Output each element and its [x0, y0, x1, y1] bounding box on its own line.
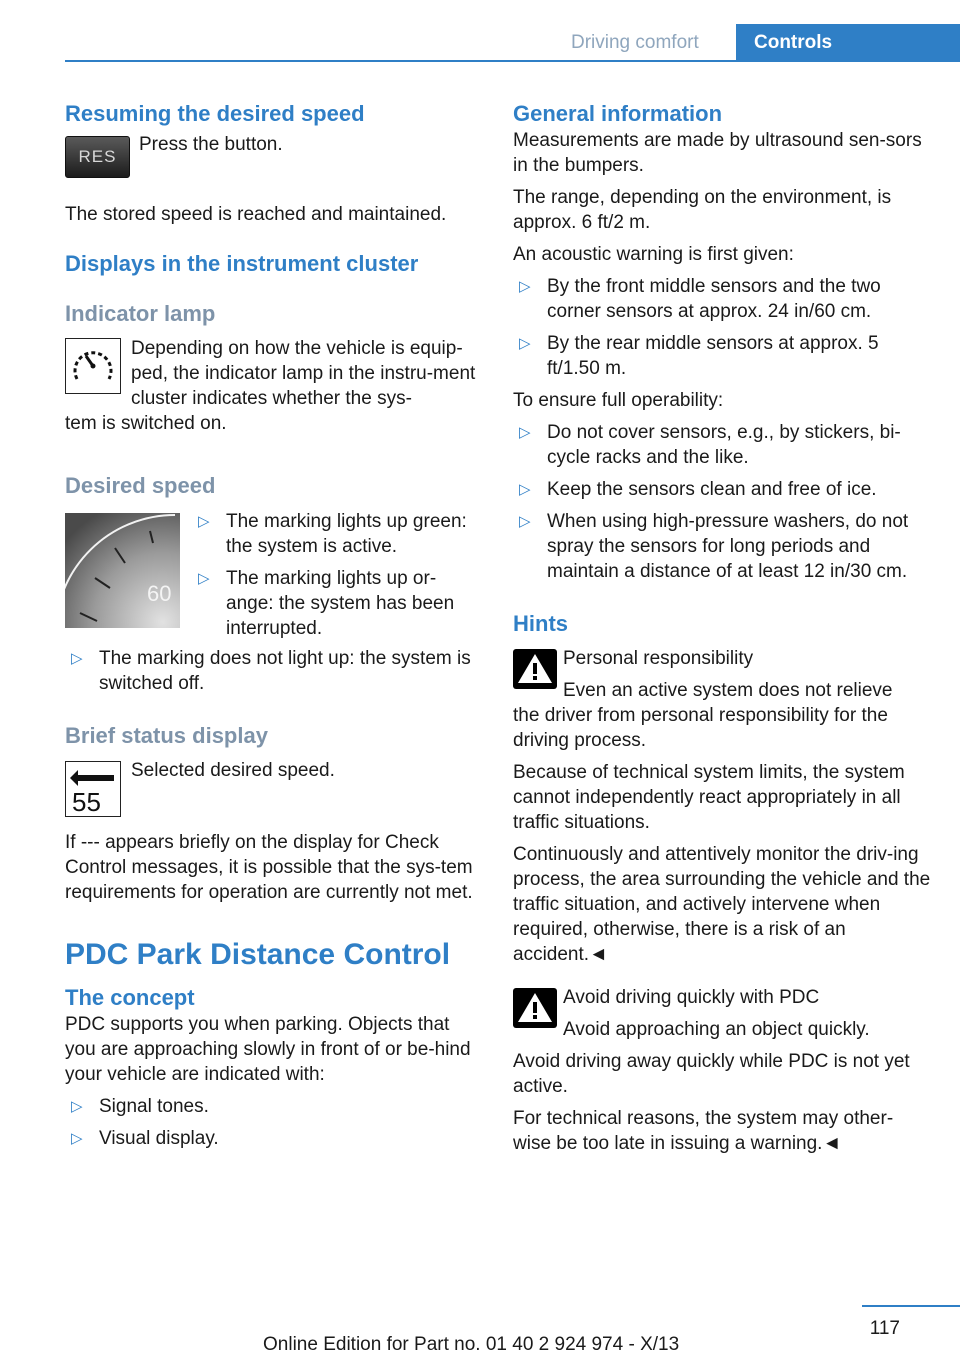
general-heading: General information — [513, 101, 723, 126]
list-item: ▷ Signal tones. — [71, 1096, 209, 1117]
header-tab-label: Controls — [754, 32, 833, 53]
warning-2-p2: Avoid driving away quickly while PDC is not yet active. — [513, 1051, 910, 1097]
desired-speed-heading: Desired speed — [65, 473, 216, 498]
desired-speed-list — [192, 509, 482, 648]
list-item: ▷ Do not cover sensors, e.g., by stickers, bi-cycle racks and the like. — [519, 422, 901, 468]
indicator-text: Depending on how the vehicle is equip-ped, the indicator lamp in the instru-ment cluster indicates whether the sys- — [131, 338, 476, 409]
displays-heading: Displays in the instrument cluster — [65, 251, 419, 276]
page-number: 117 — [869, 1318, 900, 1339]
resume-row — [65, 136, 480, 202]
concept-heading: The concept — [65, 985, 195, 1010]
speedometer-photo — [65, 513, 180, 628]
list-item: ▷ The marking does not light up: the system is switched off. — [71, 648, 471, 694]
warning-1-p3: Continuously and attentively monitor the driv-ing process, the area surrounding the vehicle and the traffic situation, and actively intervene when required, otherwise, there is a risk of an accident.◄ — [513, 844, 931, 965]
desired-speed-row — [65, 509, 480, 646]
resume-instruction: Press the button. — [139, 134, 283, 155]
brief-status-paragraph: If --- appears briefly on the display for Check Control messages, it is possible that the sys-tem requirements for operation are currently not met. — [65, 832, 473, 903]
warning-1-p2: Because of technical system limits, the system cannot independently react appropriately in all traffic situations. — [513, 762, 905, 833]
speed-status-icon — [65, 761, 121, 817]
right-column — [513, 100, 931, 1156]
warning-2-row — [513, 985, 931, 1042]
indicator-row — [65, 336, 480, 411]
edition-text: Online Edition for Part no. 01 40 2 924 974 - X/13 — [263, 1334, 680, 1355]
list-item: ▷ Keep the sensors clean and free of ice. — [519, 479, 877, 500]
general-p1: Measurements are made by ultrasound sen-sors in the bumpers. — [513, 130, 922, 176]
warning-2-title: Avoid driving quickly with PDC — [563, 987, 820, 1008]
header-tab — [736, 24, 960, 62]
brief-status-heading: Brief status display — [65, 723, 268, 748]
warning-triangle-icon — [513, 988, 557, 1028]
warning-1-text: Even an active system does not relieve — [563, 680, 893, 701]
list-item: ▷ By the rear middle sensors at approx. 5 ft/1.50 m. — [519, 333, 879, 379]
cruise-indicator-icon — [65, 338, 121, 394]
concept-text: PDC supports you when parking. Objects that you are approaching slowly in front of or be-hind your vehicle are indicated with: — [65, 1014, 471, 1085]
header-rule — [65, 60, 960, 62]
operability-list — [513, 420, 931, 584]
left-column — [65, 100, 480, 1158]
list-item: ▷ Visual display. — [71, 1128, 219, 1149]
warning-1-row — [513, 646, 931, 703]
brief-status-row — [65, 758, 480, 830]
warning-1-title: Personal responsibility — [563, 648, 754, 669]
header-section: Driving comfort — [571, 32, 699, 53]
warning-list — [513, 274, 931, 381]
resume-text: The stored speed is reached and maintained. — [65, 204, 447, 225]
indicator-heading: Indicator lamp — [65, 301, 216, 326]
general-p3: An acoustic warning is first given: — [513, 244, 794, 265]
list-item: ▷ When using high-pressure washers, do not spray the sensors for long periods and maintain a distance of at least 12 in/30 cm. — [519, 511, 909, 582]
warning-2-text: Avoid approaching an object quickly. — [563, 1019, 870, 1040]
concept-list — [65, 1094, 480, 1151]
indicator-text-rest: tem is switched on. — [65, 413, 227, 434]
hints-heading: Hints — [513, 611, 568, 636]
general-p4: To ensure full operability: — [513, 390, 724, 411]
warning-triangle-icon — [513, 649, 557, 689]
list-item: ▷ The marking lights up or-ange: the system has been interrupted. — [198, 568, 455, 639]
list-item: ▷ The marking lights up green: the system is active. — [198, 511, 467, 557]
speedometer-number: 60 — [147, 581, 172, 606]
general-p2: The range, depending on the environment, is approx. 6 ft/2 m. — [513, 187, 892, 233]
warning-2-p3: For technical reasons, the system may other-wise be too late in issuing a warning.◄ — [513, 1108, 894, 1154]
list-item: ▷ By the front middle sensors and the two corner sensors at approx. 24 in/60 cm. — [519, 276, 881, 322]
brief-status-text: Selected desired speed. — [131, 760, 335, 781]
footer-rule — [862, 1305, 960, 1307]
pdc-title: PDC Park Distance Control — [65, 938, 451, 971]
resume-heading: Resuming the desired speed — [65, 101, 365, 126]
res-button-icon: RES — [65, 136, 130, 178]
status-number: 55 — [72, 787, 101, 816]
warning-1-text-rest: the driver from personal responsibility for the driving process. — [513, 705, 888, 751]
desired-speed-list-full — [65, 646, 480, 696]
